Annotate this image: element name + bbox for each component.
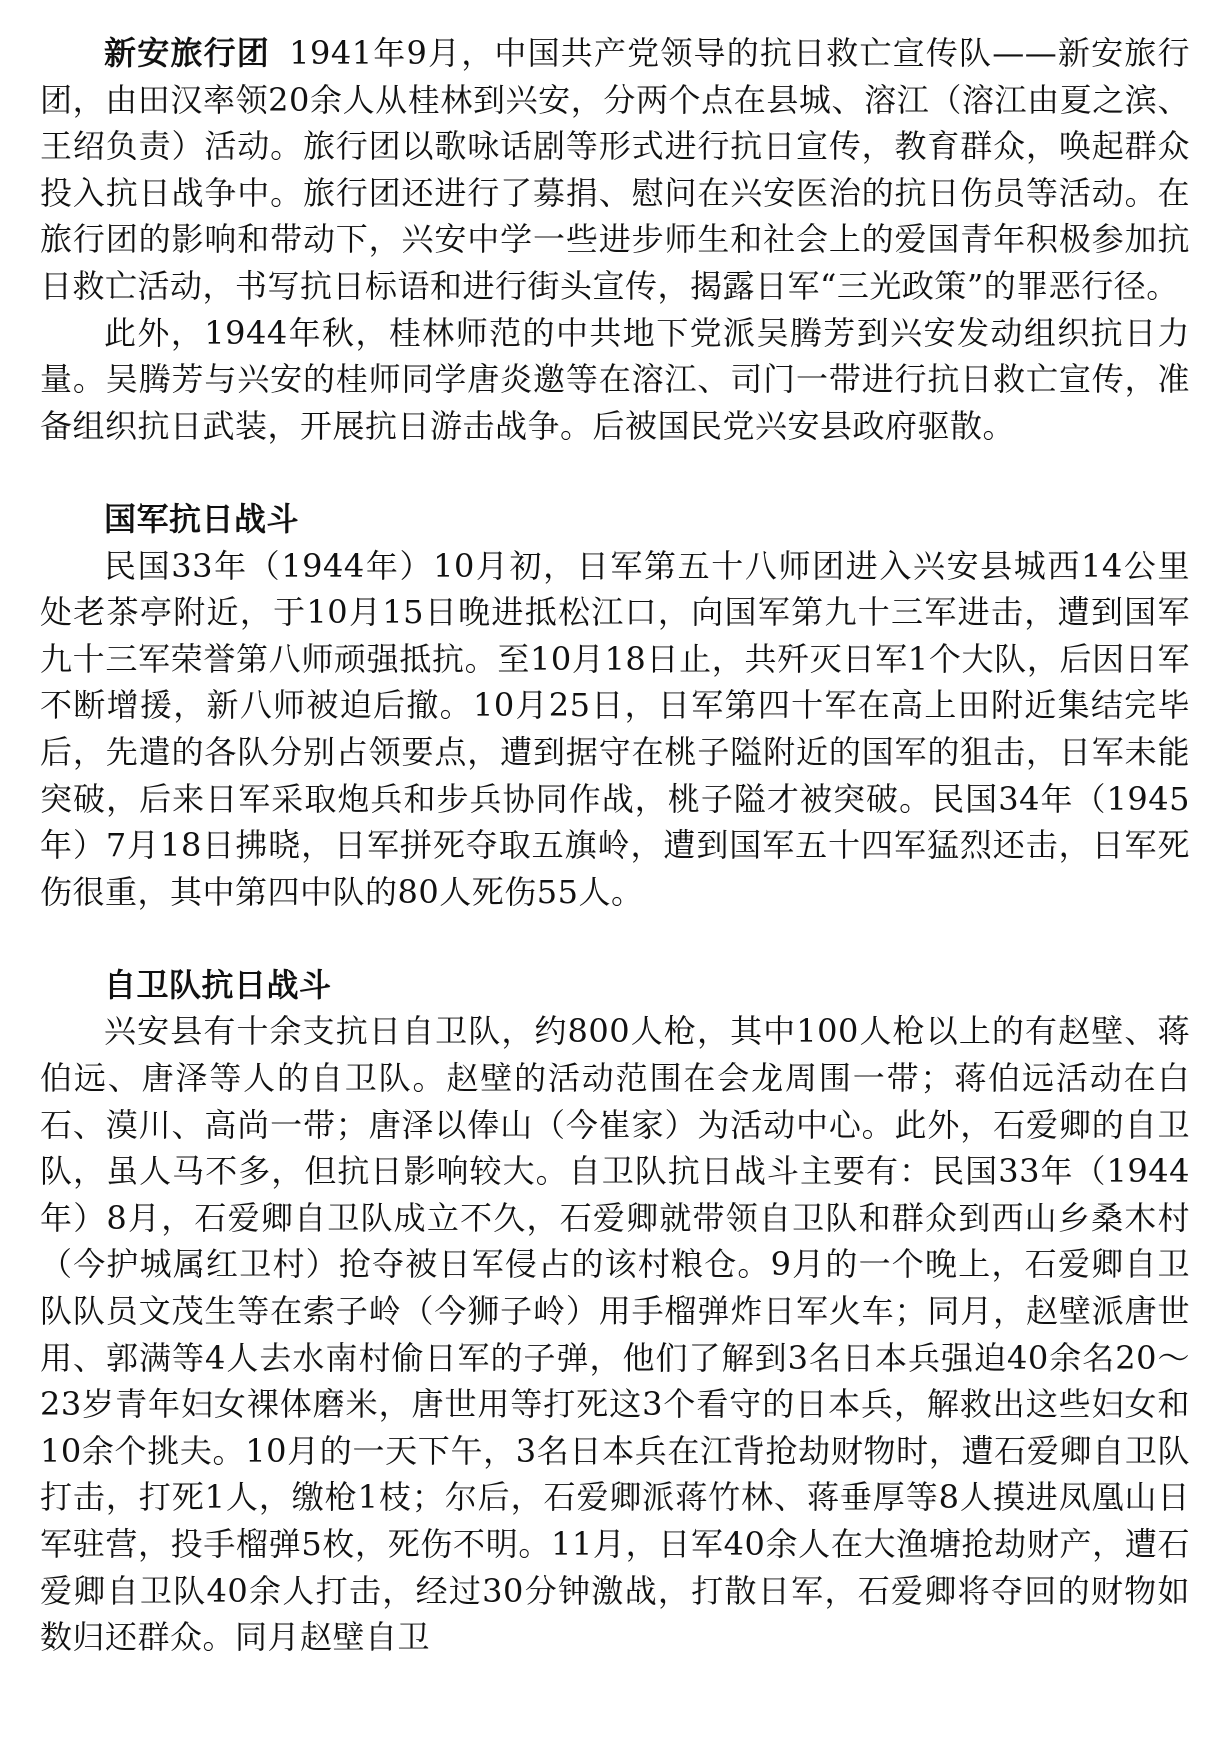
document-page <box>40 30 1190 1661</box>
section-spacer <box>40 449 1190 496</box>
wu-tengfang-paragraph: 此外，1944年秋，桂林师范的中共地下党派吴腾芳到兴安发动组织抗日力量。吴腾芳与兴安的桂师同学唐炎邀等在溶江、司门一带进行抗日救亡宣传，准备组织抗日武装，开展抗日游击战争。后被国民党兴安县政府驱散。 <box>40 313 1190 445</box>
travel-group-text: 1941年9月，中国共产党领导的抗日救亡宣传队——新安旅行团，由田汉率领20余人从桂林到兴安，分两个点在县城、溶江（溶江由夏之滨、王绍负责）活动。旅行团以歌咏话剧等形式进行抗日宣传，教育群众，唤起群众投入抗日战争中。旅行团还进行了募捐、慰问在兴安医治的抗日伤员等活动。在旅行团的影响和带动下，兴安中学一些进步师生和社会上的爱国青年积极参加抗日救亡活动，书写抗日标语和进行街头宣传，揭露日军“三光政策”的罪恶行径。 <box>40 34 1190 305</box>
section-spacer <box>40 915 1190 962</box>
army-section-paragraph: 民国33年（1944年）10月初，日军第五十八师团进入兴安县城西14公里处老茶亭附近，于10月15日晚进抵松江口，向国军第九十三军进击，遭到国军九十三军荣誉第八师顽强抵抗。至10月18日止，共歼灭日军1个大队，后因日军不断增援，新八师被迫后撤。10月25日，日军第四十军在高上田附近集结完毕后，先遣的各队分别占领要点，遭到据守在桃子隘附近的国军的狙击，日军未能突破，后来日军采取炮兵和步兵协同作战，桃子隘才被突破。民国34年（1945年）7月18日拂晓，日军拼死夺取五旗岭，遭到国军五十四军猛烈还击，日军死伤很重，其中第四中队的80人死伤55人。 <box>40 546 1190 911</box>
travel-group-title: 新安旅行团 <box>104 34 270 72</box>
travel-group-paragraph <box>40 30 1190 310</box>
militia-section-heading: 自卫队抗日战斗 <box>104 965 332 1004</box>
militia-section-paragraph: 兴安县有十余支抗日自卫队，约800人枪，其中100人枪以上的有赵壁、蒋伯远、唐泽等人的自卫队。赵壁的活动范围在会龙周围一带；蒋伯远活动在白石、漠川、高尚一带；唐泽以俸山（今崔家）为活动中心。此外，石爱卿的自卫队，虽人马不多，但抗日影响较大。自卫队抗日战斗主要有：民国33年（1944年）8月，石爱卿自卫队成立不久，石爱卿就带领自卫队和群众到西山乡桑木村（今护城属红卫村）抢夺被日军侵占的该村粮仓。9月的一个晚上，石爱卿自卫队队员文茂生等在索子岭（今狮子岭）用手榴弹炸日军火车；同月，赵壁派唐世用、郭满等4人去水南村偷日军的子弹，他们了解到3名日本兵强迫40余名20～23岁青年妇女裸体磨米，唐世用等打死这3个看守的日本兵，解救出这些妇女和10余个挑夫。10月的一天下午，3名日本兵在江背抢劫财物时，遭石爱卿自卫队打击，打死1人，缴枪1枝；尔后，石爱卿派蒋竹林、蒋垂厚等8人摸进凤凰山日军驻营，投手榴弹5枚，死伤不明。11月，日军40余人在大渔塘抢劫财产，遭石爱卿自卫队40余人打击，经过30分钟激战，打散日军，石爱卿将夺回的财物如数归还群众。同月赵壁自卫 <box>40 1012 1190 1657</box>
army-section-heading: 国军抗日战斗 <box>104 499 300 538</box>
